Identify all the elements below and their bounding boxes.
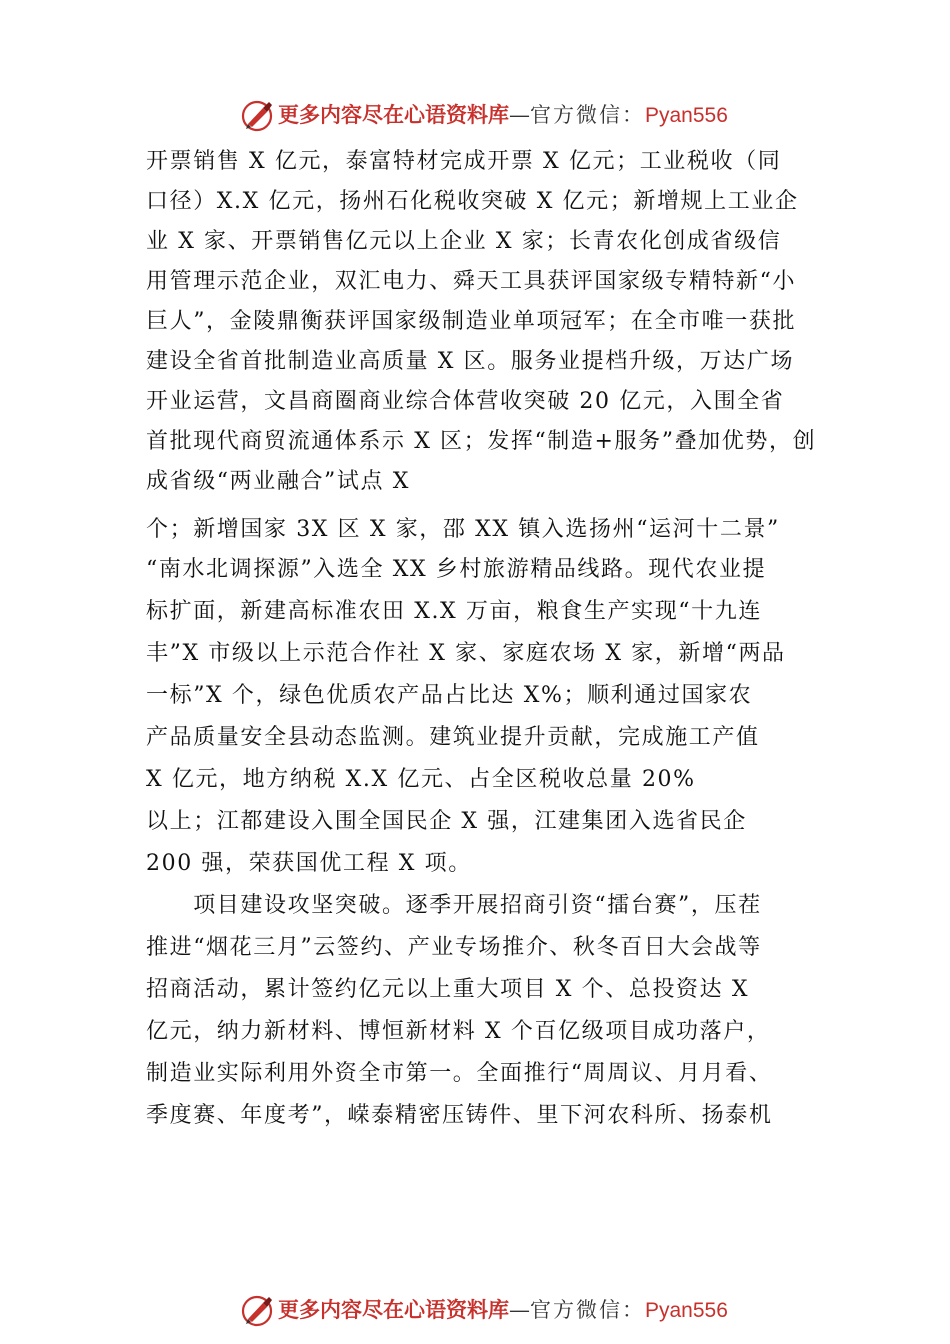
text-line: 制造业实际利用外资全市第一。全面推行“周周议、月月看、	[146, 1061, 773, 1086]
text-line: 推进“烟花三月”云签约、产业专场推介、秋冬百日大会战等	[146, 935, 762, 960]
text-line: 产品质量安全县动态监测。建筑业提升贡献，完成施工产值	[146, 725, 760, 750]
text-line: 200 强，荣获国优工程 X 项。	[146, 851, 472, 876]
watermark-handle: Pyan556	[645, 1299, 728, 1322]
pen-logo-icon	[240, 1292, 276, 1328]
text-line: 个；新增国家 3X 区 X 家，邵 XX 镇入选扬州“运河十二景”	[146, 517, 780, 542]
watermark-text	[278, 1297, 728, 1324]
text-line: 用管理示范企业，双汇电力、舜天工具获评国家级专精特新“小	[146, 269, 797, 294]
text-line: 成省级“两业融合”试点 X	[146, 469, 410, 494]
watermark-main: 更多内容尽在心语资料库	[278, 102, 509, 127]
pen-logo-icon	[240, 97, 276, 133]
text-line: 亿元，纳力新材料、博恒新材料 X 个百亿级项目成功落户，	[146, 1019, 771, 1044]
text-line: 以上；江都建设入围全国民企 X 强，江建集团入选省民企	[146, 809, 747, 834]
text-line: X 亿元，地方纳税 X.X 亿元、占全区税收总量 20%	[146, 767, 696, 792]
text-line: 口径）X.X 亿元，扬州石化税收突破 X 亿元；新增规上工业企	[146, 189, 799, 214]
text-line: 丰”X 市级以上示范合作社 X 家、家庭农场 X 家，新增“两品	[146, 641, 786, 666]
text-line: 开业运营，文昌商圈商业综合体营收突破 20 亿元，入围全省	[146, 389, 785, 414]
text-line: 开票销售 X 亿元，泰富特材完成开票 X 亿元；工业税收（同	[146, 149, 782, 174]
watermark-dash: —	[509, 1298, 530, 1322]
text-line: 首批现代商贸流通体系示 X 区；发挥“制造+服务”叠加优势，创	[146, 429, 817, 454]
watermark-text	[278, 102, 728, 129]
watermark-wechat-label: 官方微信：	[530, 103, 645, 127]
text-line: 项目建设攻坚突破。逐季开展招商引资“擂台赛”，压茬	[146, 893, 762, 918]
header-watermark	[0, 95, 950, 135]
text-line: 业 X 家、开票销售亿元以上企业 X 家；长青农化创成省级信	[146, 229, 782, 254]
footer-watermark	[0, 1290, 950, 1330]
watermark-dash: —	[509, 103, 530, 127]
text-line: 建设全省首批制造业高质量 X 区。服务业提档升级，万达广场	[146, 349, 795, 374]
text-line: 一标”X 个，绿色优质农产品占比达 X%；顺利通过国家农	[146, 683, 753, 708]
text-line: “南水北调探源”入选全 XX 乡村旅游精品线路。现代农业提	[146, 557, 767, 582]
watermark-handle: Pyan556	[645, 104, 728, 127]
watermark-wechat-label: 官方微信：	[530, 1298, 645, 1322]
text-line: 招商活动，累计签约亿元以上重大项目 X 个、总投资达 X	[146, 977, 750, 1002]
watermark-main: 更多内容尽在心语资料库	[278, 1297, 509, 1322]
text-line: 巨人”，金陵鼎衡获评国家级制造业单项冠军；在全市唯一获批	[146, 309, 797, 334]
text-line: 标扩面，新建高标准农田 X.X 万亩，粮食生产实现“十九连	[146, 599, 762, 624]
text-line: 季度赛、年度考”，嵘泰精密压铸件、里下河农科所、扬泰机	[146, 1103, 773, 1128]
